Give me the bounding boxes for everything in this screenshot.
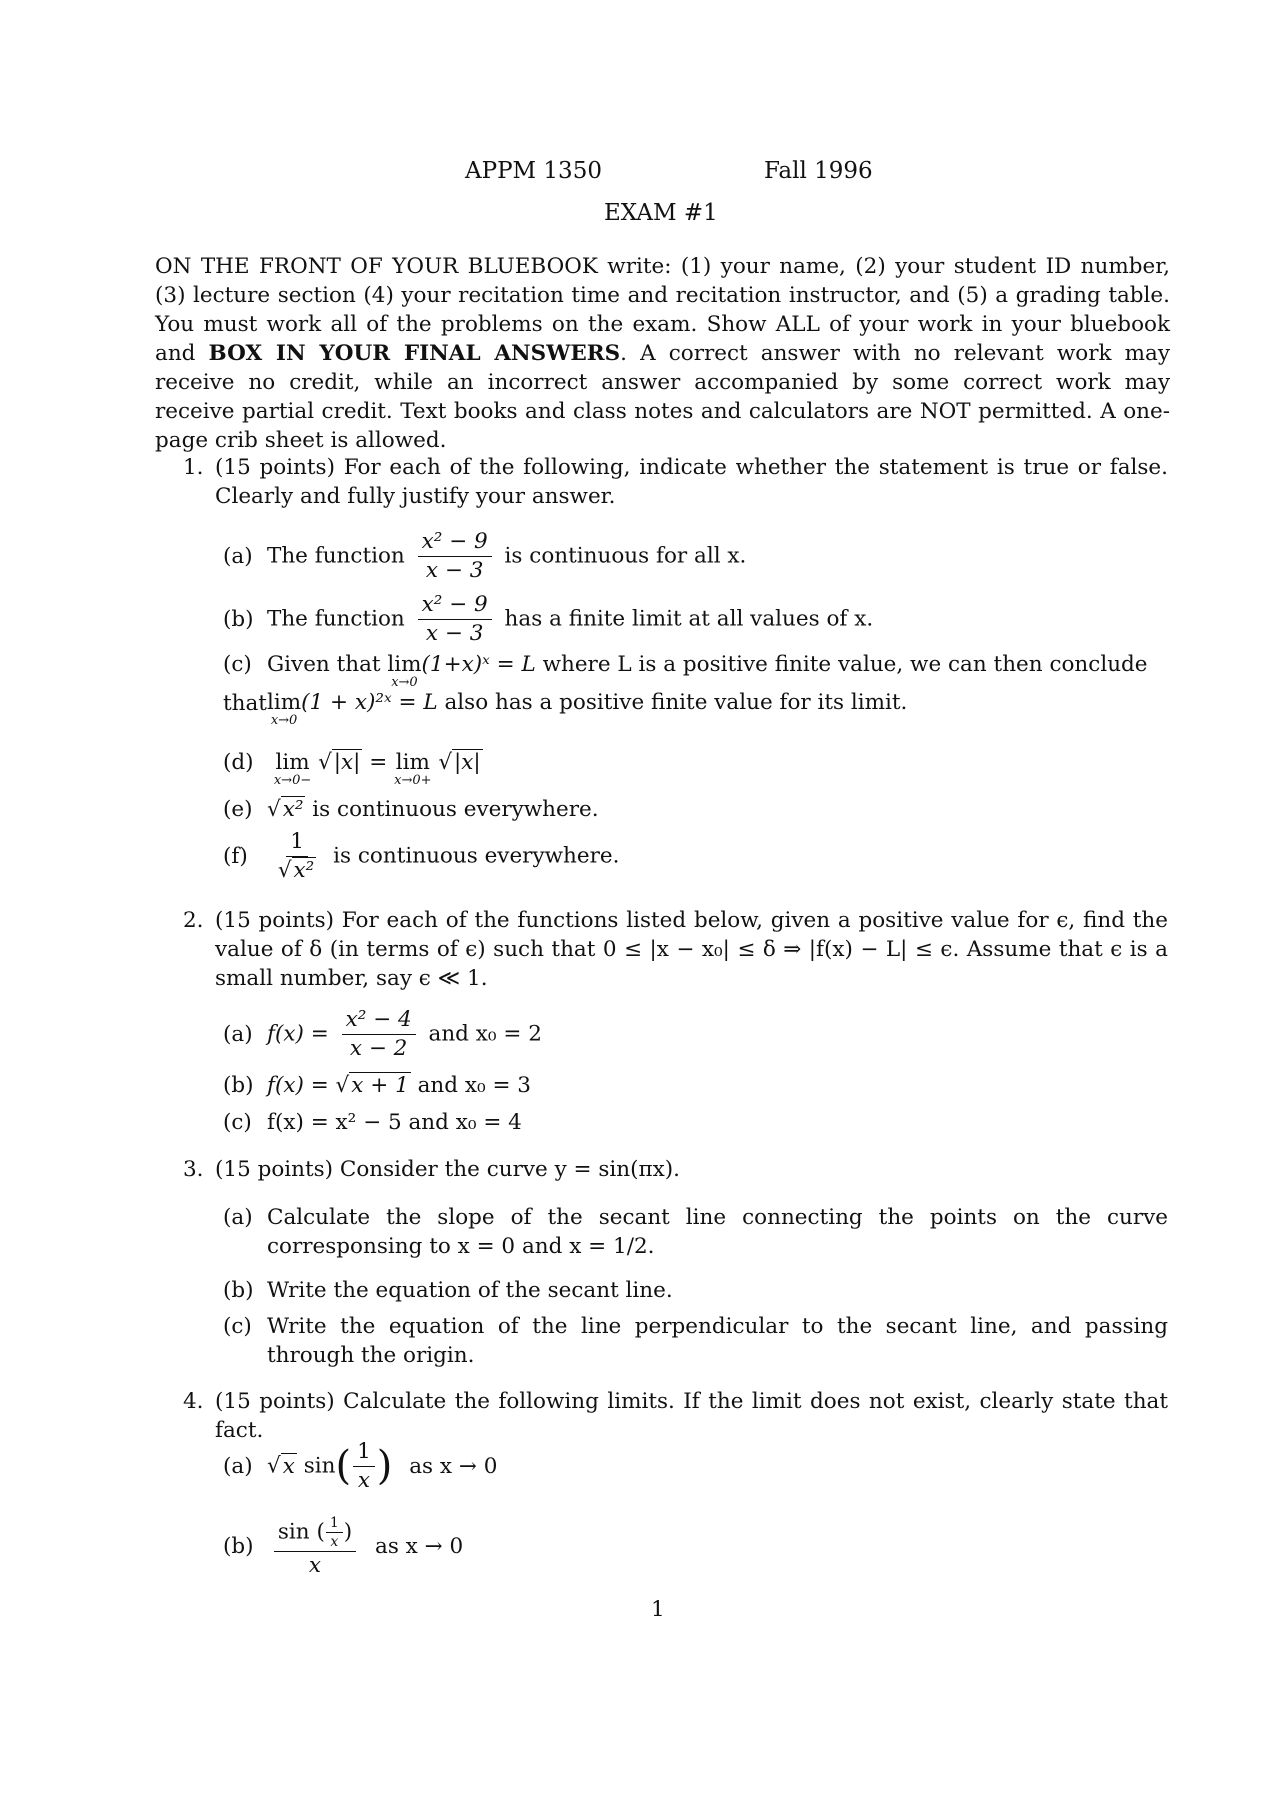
question-number: 4.: [183, 1389, 204, 1414]
denominator: x − 2: [349, 1036, 408, 1061]
sqrt-argument: x: [282, 1453, 295, 1479]
numerator: x² − 4: [342, 1008, 416, 1035]
part-text: as x → 0: [375, 1534, 464, 1559]
expression: (1+x)ˣ = L: [421, 652, 536, 677]
inner-denominator: x: [330, 1534, 339, 1550]
question-2: [183, 906, 1168, 993]
q2-part-b: (b) f(x) = √x + 1 and x₀ = 3: [223, 1073, 531, 1098]
question-number: 2.: [183, 908, 204, 933]
denominator: x − 3: [425, 621, 484, 646]
sqrt-argument: x²: [293, 858, 315, 883]
q4-part-b: [223, 1516, 463, 1578]
part-label: (c): [223, 1314, 252, 1339]
question-number: 3.: [183, 1157, 204, 1182]
question-text: (15 points) Calculate the following limits. If the limit does not exist, clearly state that fact.: [215, 1389, 1168, 1443]
q2-part-a: [223, 1008, 542, 1061]
part-text: Given that: [267, 652, 381, 677]
q1-part-d: (d) lim x→0− √|x| = lim x→0+ √|x|: [223, 750, 481, 788]
numerator: x² − 9: [418, 530, 492, 557]
numerator: sin ( $\frac{1}{x}$ ): [274, 1516, 356, 1552]
part-label: (a): [223, 543, 253, 569]
function-lhs: f(x) =: [267, 1073, 329, 1098]
lim-subscript: x→0+: [394, 773, 432, 788]
part-label: (c): [223, 652, 252, 677]
denominator-sqrt: √x²: [277, 858, 315, 883]
part-text: is continuous everywhere.: [333, 843, 620, 869]
q1-part-a: [223, 530, 746, 583]
part-text: f(x) = x² − 5 and x₀ = 4: [267, 1110, 522, 1135]
denominator: x: [357, 1468, 370, 1493]
paren-close: ): [376, 1443, 393, 1489]
part-text: where L is a positive finite value, we can then conclude that: [223, 652, 1148, 716]
numerator: 1: [286, 830, 308, 857]
sqrt-argument: x²: [282, 797, 304, 822]
part-label: (a): [223, 1453, 253, 1479]
sqrt-argument: |x|: [454, 750, 481, 775]
term: Fall 1996: [764, 158, 873, 184]
part-label: (a): [223, 1021, 253, 1047]
instructions-bold: BOX IN YOUR FINAL ANSWERS: [208, 341, 621, 366]
lim-word: lim: [275, 750, 310, 775]
question-4: [183, 1387, 1168, 1445]
part-text: and x₀ = 2: [428, 1021, 542, 1047]
part-label: (b): [223, 606, 254, 632]
part-text: The function: [267, 543, 405, 569]
q2-part-c: [223, 1108, 522, 1137]
expression: (1 + x)²ˣ = L: [301, 690, 438, 715]
q1-part-b: [223, 593, 873, 646]
lim-word: lim: [395, 750, 430, 775]
sqrt-argument: |x|: [333, 750, 361, 775]
part-text: Calculate the slope of the secant line connecting the points on the curve corresponsing to x = 0 and x = 1/2.: [267, 1205, 1168, 1259]
fraction: [418, 530, 492, 583]
part-text: also has a positive finite value for its limit.: [444, 690, 908, 715]
part-label: (d): [223, 750, 254, 775]
part-text: The function: [267, 606, 405, 632]
lim-word: lim: [267, 690, 302, 715]
part-label: (e): [223, 797, 253, 822]
sqrt-argument: x + 1: [351, 1073, 409, 1098]
lim-subscript: x→0−: [273, 773, 312, 788]
fraction: [342, 1008, 416, 1061]
course-code: APPM 1350: [465, 158, 602, 184]
denominator: x: [308, 1553, 322, 1578]
numerator: x² − 9: [418, 593, 492, 620]
part-label: (b): [223, 1073, 254, 1098]
sin-word: sin: [303, 1453, 336, 1479]
q3-part-c: [223, 1312, 1168, 1370]
q3-part-a: [223, 1203, 1168, 1261]
question-number: 1.: [183, 455, 204, 480]
instructions: [155, 252, 1170, 455]
part-text: is continuous for all x.: [504, 543, 747, 569]
part-text: is continuous everywhere.: [312, 797, 599, 822]
part-text: as x → 0: [409, 1453, 498, 1479]
paren-open: (: [335, 1443, 352, 1489]
question-1: [183, 453, 1168, 511]
part-label: (a): [223, 1205, 253, 1230]
fraction: [274, 1516, 356, 1578]
part-text: and x₀ = 3: [417, 1073, 531, 1098]
part-label: (f): [223, 843, 248, 869]
inner-fraction: [326, 1516, 343, 1549]
question-text: (15 points) Consider the curve y = sin(πx).: [215, 1157, 681, 1182]
fraction: [353, 1440, 375, 1493]
page-number: 1: [651, 1597, 665, 1622]
lim-subscript: x→0: [391, 675, 418, 690]
limit-operator: [274, 748, 311, 787]
question-3: [183, 1155, 1168, 1184]
q1-part-e: (e) √x² is continuous everywhere.: [223, 797, 599, 822]
sin-word: sin: [277, 1519, 310, 1545]
part-text: Write the equation of the secant line.: [267, 1278, 673, 1303]
fraction: [418, 593, 492, 646]
part-text: Write the equation of the line perpendicular to the secant line, and passing through the origin.: [267, 1314, 1168, 1368]
part-text: has a finite limit at all values of x.: [504, 606, 874, 632]
lim-subscript: x→0: [270, 713, 298, 728]
question-text: (15 points) For each of the following, indicate whether the statement is true or false. Clearly and fully justify your answer.: [215, 455, 1168, 509]
exam-title: EXAM #1: [604, 200, 718, 226]
fraction: [274, 830, 320, 883]
function-lhs: f(x) =: [267, 1021, 329, 1047]
instructions-part2: . A correct answer with no relevant work may receive no credit, while an incorrect answer accompanied by some correct work may receive partial credit. Text books and class notes and calculators are NOT permitted. A one-page crib sheet is allowed.: [155, 341, 1170, 453]
limit-operator: [387, 650, 421, 689]
instructions-part1: ON THE FRONT OF YOUR BLUEBOOK write: (1) your name, (2) your student ID number, (3) lecture section (4) your recitation time and recitation instructor, and (5) a grading table. You must work all of the problems on the exam. Show ALL of your work in your bluebook and: [155, 254, 1170, 366]
q4-part-a: (a) √x sin( $\frac{1}{x}$ ) as x → 0: [223, 1439, 498, 1493]
q1-part-f: [223, 830, 619, 883]
denominator: x − 3: [425, 558, 484, 583]
equals-sign: =: [369, 750, 388, 775]
question-text: (15 points) For each of the functions listed below, given a positive value for ϵ, find the value of δ (in terms of ϵ) such that 0 ≤ |x − x₀| ≤ δ ⇒ |f(x) − L| ≤ ϵ. Assume that ϵ is a small number, say ϵ ≪ 1.: [215, 908, 1168, 991]
q3-part-b: [223, 1276, 673, 1305]
lim-word: lim: [387, 652, 422, 677]
inner-numerator: 1: [326, 1516, 343, 1533]
limit-operator: [394, 748, 431, 787]
limit-operator: [267, 688, 301, 727]
q1-part-c-line2: [267, 688, 907, 727]
part-label: (c): [223, 1110, 252, 1135]
numerator: 1: [353, 1440, 375, 1467]
part-label: (b): [223, 1534, 254, 1559]
part-label: (b): [223, 1278, 254, 1303]
